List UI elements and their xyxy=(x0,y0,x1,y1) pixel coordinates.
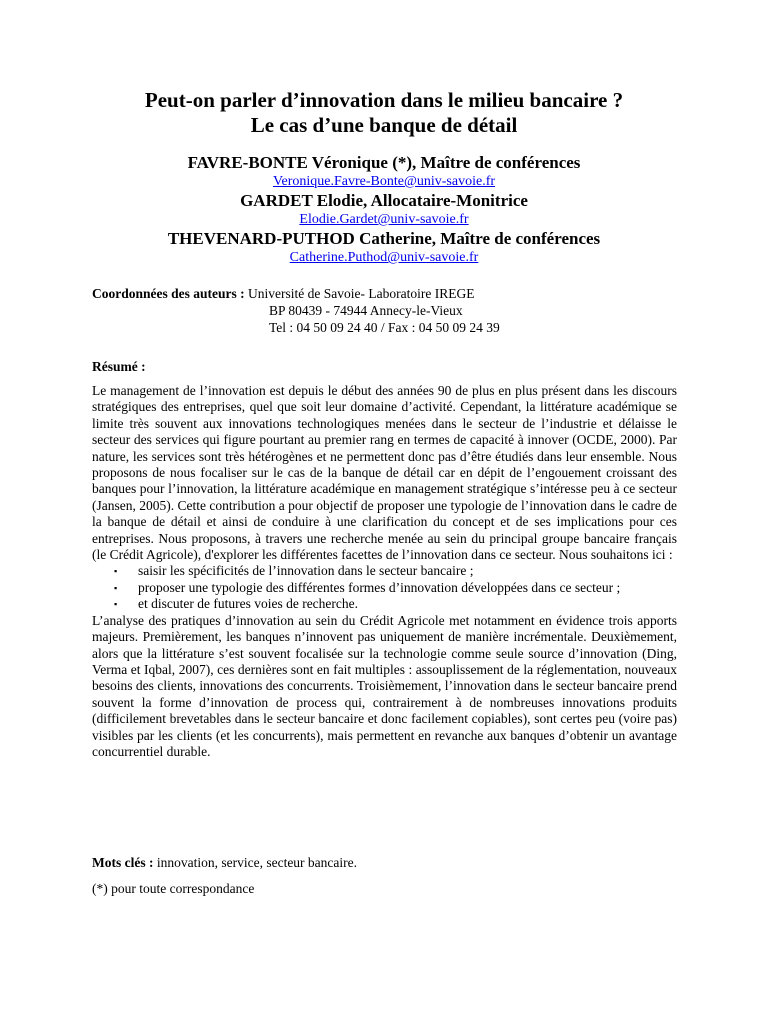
bullet-icon: ▪ xyxy=(114,566,118,577)
list-item-text: proposer une typologie des différentes formes d’innovation développées dans ce secteur ; xyxy=(138,579,621,595)
author-coordinates xyxy=(92,285,692,336)
keywords-text: innovation, service, secteur bancaire. xyxy=(153,855,358,870)
abstract-heading: Résumé : xyxy=(92,359,146,374)
list-item-text: saisir les spécificités de l’innovation dans le secteur bancaire ; xyxy=(138,563,474,579)
correspondence-footnote: (*) pour toute correspondance xyxy=(92,881,255,896)
author-name-3: THEVENARD-PUTHOD Catherine, Maître de conférences xyxy=(167,229,601,248)
keywords-label: Mots clés : xyxy=(92,855,154,870)
author-name-2: GARDET Elodie, Allocataire-Monitrice xyxy=(240,191,528,210)
author-block xyxy=(0,152,768,266)
list-item xyxy=(92,580,677,596)
keywords-line xyxy=(92,854,357,871)
list-item xyxy=(92,563,677,579)
coordinates-line-2: BP 80439 - 74944 Annecy-le-Vieux xyxy=(269,303,463,318)
author-email-link-2[interactable]: Elodie.Gardet@univ-savoie.fr xyxy=(299,212,469,227)
bullet-icon: ▪ xyxy=(114,582,118,593)
coordinates-line-3: Tel : 04 50 09 24 40 / Fax : 04 50 09 24 39 xyxy=(269,320,500,335)
bullet-icon: ▪ xyxy=(114,599,118,610)
abstract-paragraph-2: L’analyse des pratiques d’innovation au sein du Crédit Agricole met notamment en évidence trois apports majeurs. Premièrement, les banques n’innovent pas uniquement de manière incrémentale. Deuxièmement, alors que la littérature s’est souvent focalisée sur la technologie comme seule source d’innovation (Ding, Verma et Iqbal, 2007), ces dernières sont en fait multiples : assouplissement de la réglementation, nouveaux besoins des clients, innovations des concurrents. Troisièmement, l’innovation dans le secteur bancaire prend souvent la forme d’innovation de process qui, contrairement à de nombreuses innovations produits (difficilement brevetables dans le secteur bancaire et donc facilement copiables), sont certes peu (voire pas) visibles par les clients (et les concurrents), mais permettent en revanche aux banques d’obtenir un avantage concurrentiel durable. xyxy=(92,612,677,759)
author-email-link-3[interactable]: Catherine.Puthod@univ-savoie.fr xyxy=(289,250,479,265)
list-item xyxy=(92,596,677,612)
abstract-body xyxy=(92,383,677,760)
title-line-1: Peut-on parler d’innovation dans le milieu bancaire ? xyxy=(144,88,624,112)
abstract-paragraph-1: Le management de l’innovation est depuis le début des années 90 de plus en plus présent dans les discours stratégiques des entreprises, quel que soit leur domaine d’activité. Cependant, la littérature académique se limite très souvent aux innovations technologiques menées dans le secteur de l’industrie et délaisse le secteur des services qui figure pourtant au premier rang en termes de capacité à innover (OCDE, 2000). Par nature, les services sont très hétérogènes et ne permettent donc pas d’être étudiés dans leur ensemble. Nous proposons de nous focaliser sur le cas de la banque de détail car en dépit de l’engouement croissant des banques pour l’innovation, la littérature académique en management stratégique s’intéresse peu à ce secteur (Jansen, 2005). Cette contribution a pour objectif de proposer une typologie de l’innovation dans le cadre de la banque de détail et ainsi de conduire à une clarification du concept et de ses implications pour ces entreprises. Nous proposons, à travers une recherche menée au sein du principal groupe bancaire français (le Crédit Agricole), d'explorer les différentes facettes de l’innovation dans ce secteur. Nous souhaitons ici : xyxy=(92,383,677,563)
author-name-1: FAVRE-BONTE Véronique (*), Maître de conférences xyxy=(187,153,581,172)
coordinates-line-1: Université de Savoie- Laboratoire IREGE xyxy=(248,286,475,301)
paper-title xyxy=(0,88,768,138)
coordinates-label: Coordonnées des auteurs : xyxy=(92,286,245,301)
author-email-link-1[interactable]: Veronique.Favre-Bonte@univ-savoie.fr xyxy=(272,174,496,189)
abstract-bullet-list xyxy=(92,563,677,612)
title-line-2: Le cas d’une banque de détail xyxy=(250,113,518,137)
list-item-text: et discuter de futures voies de recherche. xyxy=(138,596,359,612)
